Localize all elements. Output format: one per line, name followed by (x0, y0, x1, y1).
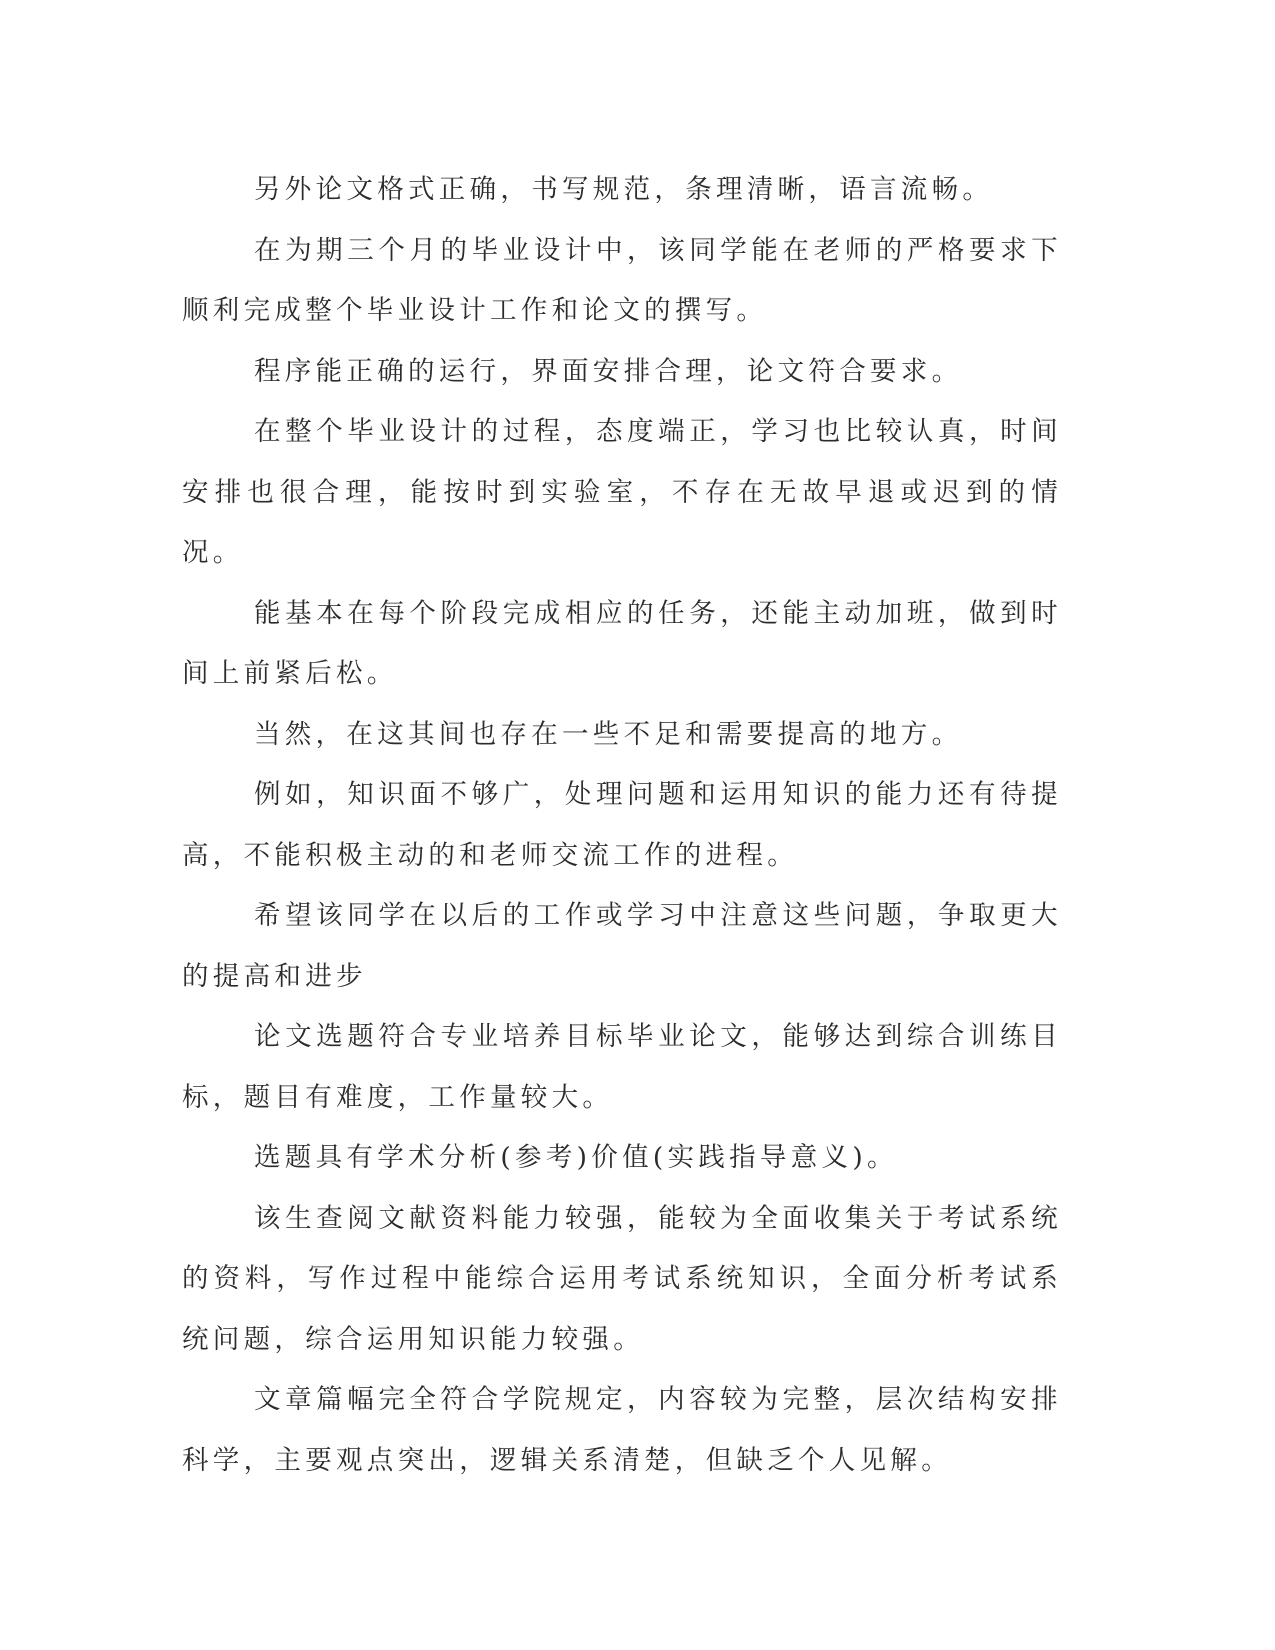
paragraph-2: 在为期三个月的毕业设计中，该同学能在老师的严格要求下顺利完成整个毕业设计工作和论文的撰写。 (182, 234, 1062, 326)
paragraph-7: 例如，知识面不够广，处理问题和运用知识的能力还有待提高，不能积极主动的和老师交流工作的进程。 (182, 779, 1062, 871)
paragraph-10: 选题具有学术分析(参考)价值(实践指导意义)。 (254, 1142, 898, 1173)
paragraph-5: 能基本在每个阶段完成相应的任务，还能主动加班，做到时间上前紧后松。 (182, 597, 1062, 689)
paragraph-11: 该生查阅文献资料能力较强，能较为全面收集关于考试系统的资料，写作过程中能综合运用考试系统知识，全面分析考试系统问题，综合运用知识能力较强。 (182, 1202, 1062, 1355)
paragraph-9: 论文选题符合专业培养目标毕业论文，能够达到综合训练目标，题目有难度，工作量较大。 (182, 1021, 1062, 1113)
paragraph-6: 当然，在这其间也存在一些不足和需要提高的地方。 (254, 718, 963, 750)
paragraph-3: 程序能正确的运行，界面安排合理，论文符合要求。 (254, 355, 963, 387)
paragraph-8: 希望该同学在以后的工作或学习中注意这些问题，争取更大的提高和进步 (182, 900, 1062, 992)
paragraph-4: 在整个毕业设计的过程，态度端正，学习也比较认真，时间安排也很合理，能按时到实验室，不存在无故早退或迟到的情况。 (182, 416, 1062, 568)
document-body (182, 160, 1062, 1491)
paragraph-1: 另外论文格式正确，书写规范，条理清晰，语言流畅。 (254, 174, 994, 205)
paragraph-12: 文章篇幅完全符合学院规定，内容较为完整，层次结构安排科学，主要观点突出，逻辑关系清楚，但缺乏个人见解。 (182, 1384, 1062, 1476)
